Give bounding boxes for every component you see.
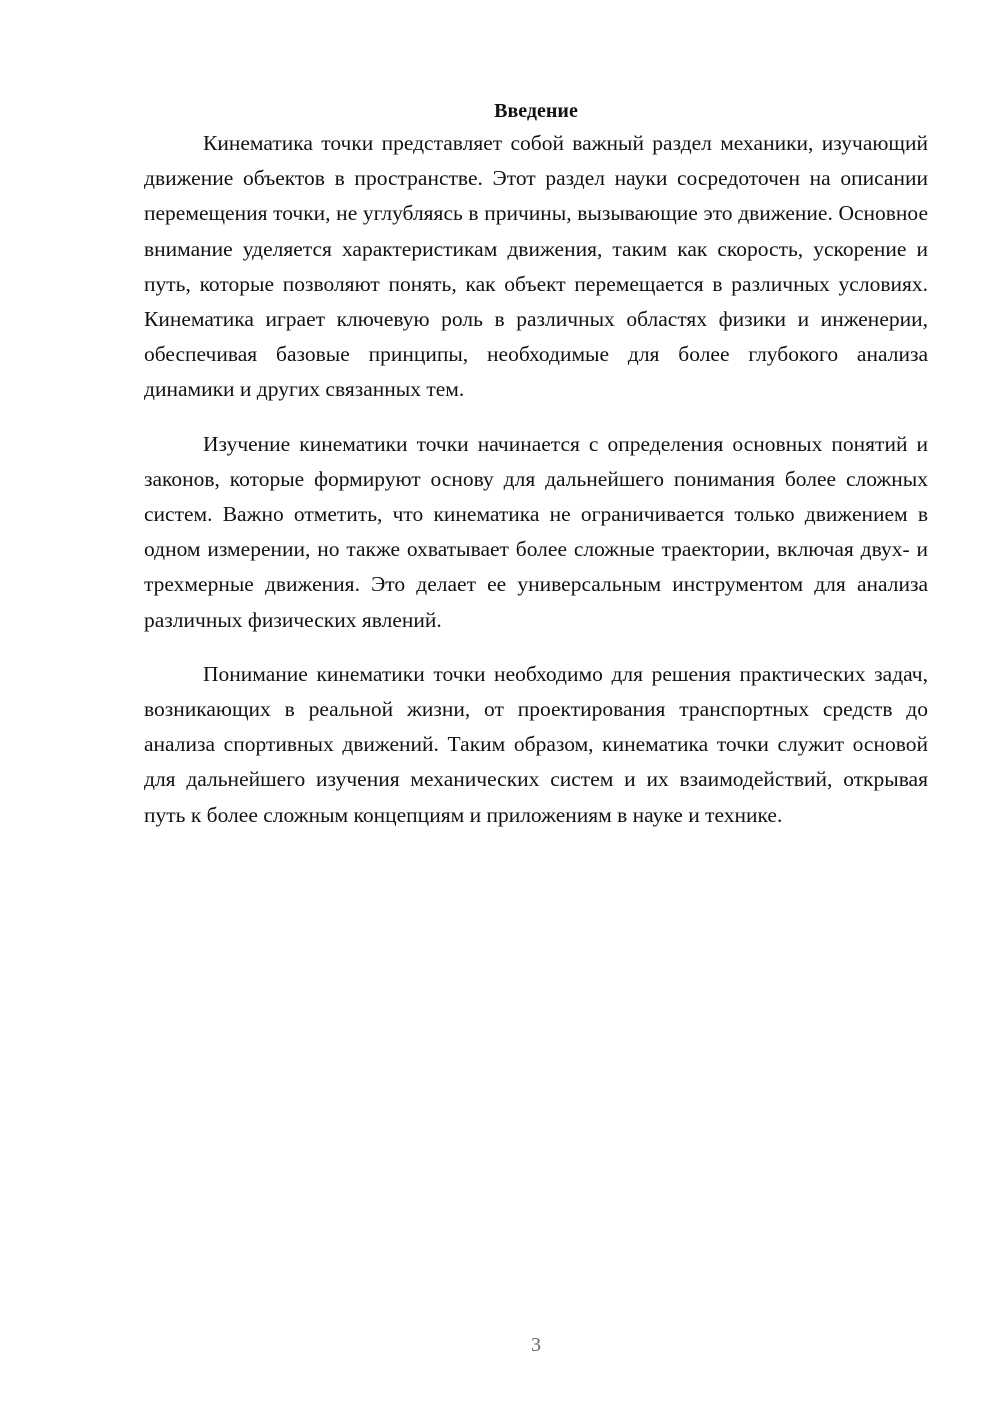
page-content [144,96,928,833]
paragraph-3: Понимание кинематики точки необходимо для решения практических задач, возникающих в реальной жизни, от проектирования транспортных средств до анализа спортивных движений. Таким образом, кинематика точки служит основой для дальнейшего изучения механических систем и их взаимодействий, открывая путь к более сложным концепциям и приложениям в науке и технике. [144,661,928,827]
paragraph-2: Изучение кинематики точки начинается с определения основных понятий и законов, которые формируют основу для дальнейшего понимания более сложных систем. Важно отметить, что кинематика не ограничивается только движением в одном измерении, но также охватывает более сложные траектории, включая двух- и трехмерные движения. Это делает ее универсальным инструментом для анализа различных физических явлений. [144,431,928,632]
section-heading: Введение [494,100,578,122]
page-number: 3 [531,1334,541,1356]
paragraph-1: Кинематика точки представляет собой важный раздел механики, изучающий движение объектов в пространстве. Этот раздел науки сосредоточен на описании перемещения точки, не углубляясь в причины, вызывающие это движение. Основное внимание уделяется характеристикам движения, таким как скорость, ускорение и путь, которые позволяют понять, как объект перемещается в различных условиях. Кинематика играет ключевую роль в различных областях физики и инженерии, обеспечивая базовые принципы, необходимые для более глубокого анализа динамики и других связанных тем. [144,131,928,402]
